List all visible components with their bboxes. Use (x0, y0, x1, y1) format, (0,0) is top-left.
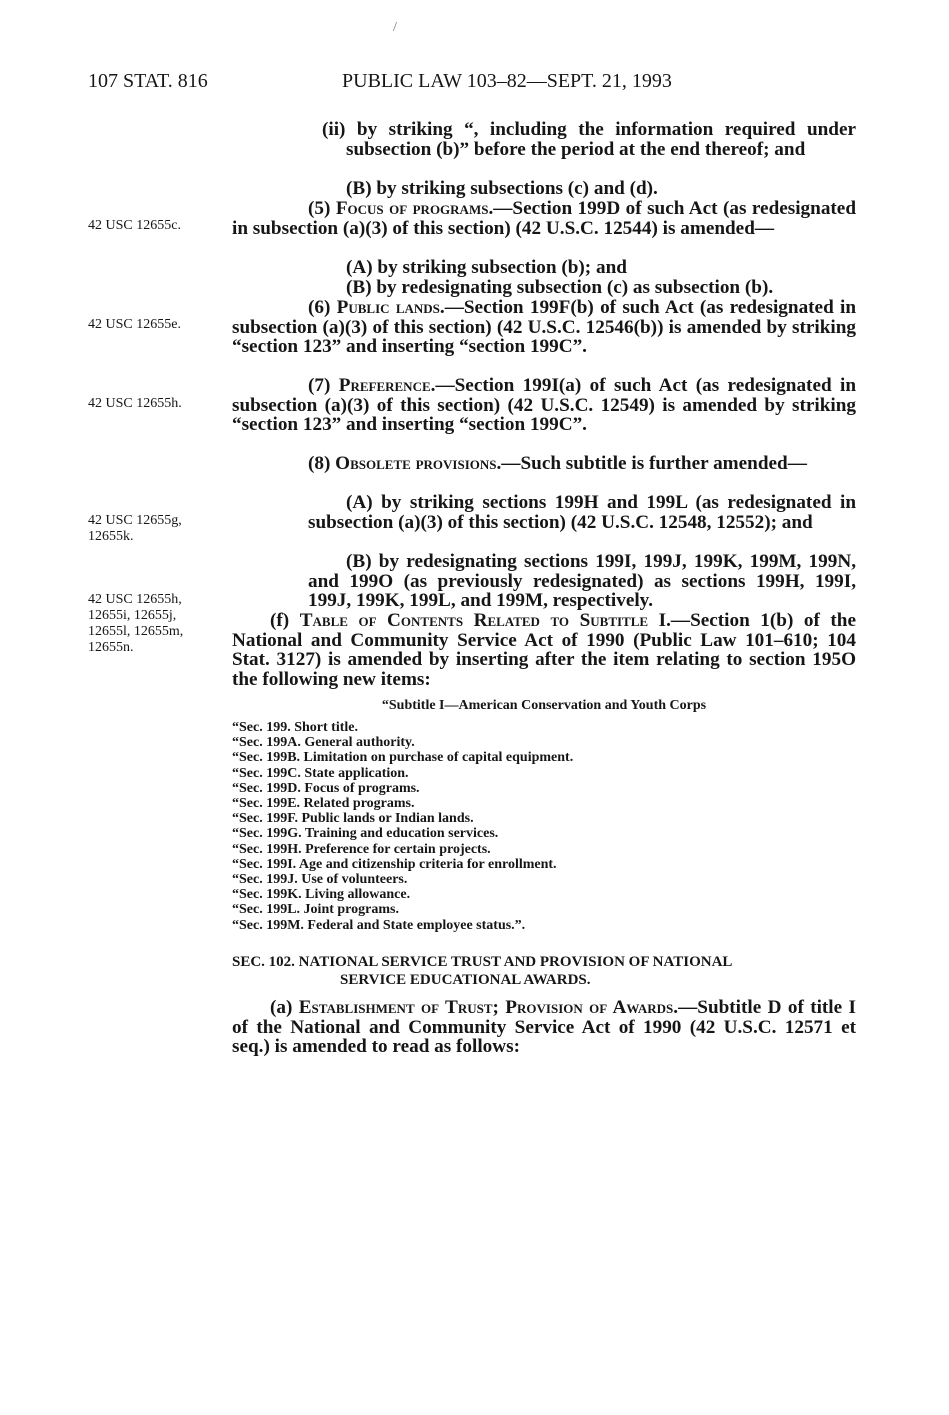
page-header (88, 70, 868, 100)
paragraph-6: (6) Public lands.—Section 199F(b) of such Act (as redesignated in subsection (a)(3) of this section) (42 U.S.C. 12546(b)) is amended by striking “section 123” and inserting “section 199C”. (232, 297, 857, 358)
toc-item: “Sec. 199H. Preference for certain projects. (232, 841, 491, 857)
subsection-heading: Table of Contents Related to Subtitle I. (299, 610, 671, 631)
toc-item: “Sec. 199C. State application. (232, 765, 409, 781)
toc-item: “Sec. 199E. Related programs. (232, 796, 415, 812)
clause-ii: (ii) by striking “, including the information required under subsection (b)” before the period at the end thereof; and (322, 119, 856, 160)
paragraph-heading: Focus of programs. (335, 198, 494, 219)
paragraph-5-b: (B) by redesignating subsection (c) as subsection (b). (346, 277, 774, 298)
paragraph-5: (5) Focus of programs.—Section 199D of such Act (as redesignated in subsection (a)(3) of this section) (42 U.S.C. 12544) is amended— (232, 198, 856, 239)
toc-subtitle-heading: “Subtitle I—American Conservation and Youth Corps (381, 698, 707, 713)
paragraph-8-b: (B) by redesignating sections 199I, 199J, 199K, 199M, 199N, and 199O (as previously redesignated) as sections 199H, 199I, 199J, 199K, 199L, and 199M, respectively. (308, 551, 856, 612)
margin-note: 42 USC 12655h, 12655i, 12655j, 12655l, 12655m, 12655n. (88, 592, 184, 655)
running-title: PUBLIC LAW 103–82—SEPT. 21, 1993 (342, 70, 672, 92)
section-subsection-a: (a) Establishment of Trust; Provision of Awards.—Subtitle D of title I of the National and Community Service Act of 1990 (42 U.S.C. 12571 et seq.) is amended to read as follows: (232, 997, 856, 1058)
paragraph-7: (7) Preference.—Section 199I(a) of such Act (as redesignated in subsection (a)(3) of this section) (42 U.S.C. 12549) is amended by striking “section 123” and inserting “section 199C”. (232, 375, 856, 436)
toc-item: “Sec. 199. Short title. (232, 720, 358, 735)
paragraph-heading: Preference. (338, 375, 436, 396)
margin-note: 42 USC 12655e. (88, 317, 181, 332)
paragraph-8: (8) Obsolete provisions.—Such subtitle is further amended— (308, 453, 807, 474)
toc-item: “Sec. 199A. General authority. (232, 735, 415, 751)
section-heading: SEC. 102. NATIONAL SERVICE TRUST AND PROVISION OF NATIONAL SERVICE EDUCATIONAL AWARDS. (232, 954, 733, 988)
margin-note: 42 USC 12655c. (88, 218, 181, 233)
paragraph-heading: Obsolete provisions. (335, 453, 502, 474)
toc-item: “Sec. 199D. Focus of programs. (232, 780, 420, 796)
toc-item: “Sec. 199G. Training and education services. (232, 826, 499, 842)
toc-item: “Sec. 199I. Age and citizenship criteria for enrollment. (232, 856, 557, 872)
toc-item: “Sec. 199J. Use of volunteers. (232, 872, 408, 888)
margin-note: 42 USC 12655h. (88, 396, 182, 411)
stat-page-number: 107 STAT. 816 (88, 70, 208, 92)
toc-item: “Sec. 199F. Public lands or Indian lands. (232, 811, 474, 827)
toc-list (232, 720, 573, 933)
paragraph-8-a: (A) by striking sections 199H and 199L (as redesignated in subsection (a)(3) of this section) (42 U.S.C. 12548, 12552); and (308, 492, 856, 533)
paragraph-5-a: (A) by striking subsection (b); and (346, 257, 627, 278)
clause-b: (B) by striking subsections (c) and (d). (346, 178, 658, 199)
subsection-heading: Establishment of Trust; Provision of Awards. (298, 997, 679, 1018)
margin-note: 42 USC 12655g, 12655k. (88, 513, 182, 544)
toc-item: “Sec. 199L. Joint programs. (232, 902, 399, 918)
toc-item: “Sec. 199M. Federal and State employee status.”. (232, 917, 526, 933)
subsection-f: (f) Table of Contents Related to Subtitle I.—Section 1(b) of the National and Community Service Act of 1990 (Public Law 101–610; 104 Stat. 3127) is amended by inserting after the item relating to section 195O the following new items: (232, 610, 856, 690)
toc-item: “Sec. 199K. Living allowance. (232, 887, 411, 903)
toc-item: “Sec. 199B. Limitation on purchase of capital equipment. (232, 750, 574, 766)
paragraph-heading: Public lands. (336, 297, 445, 318)
scan-mark: / (393, 20, 397, 35)
